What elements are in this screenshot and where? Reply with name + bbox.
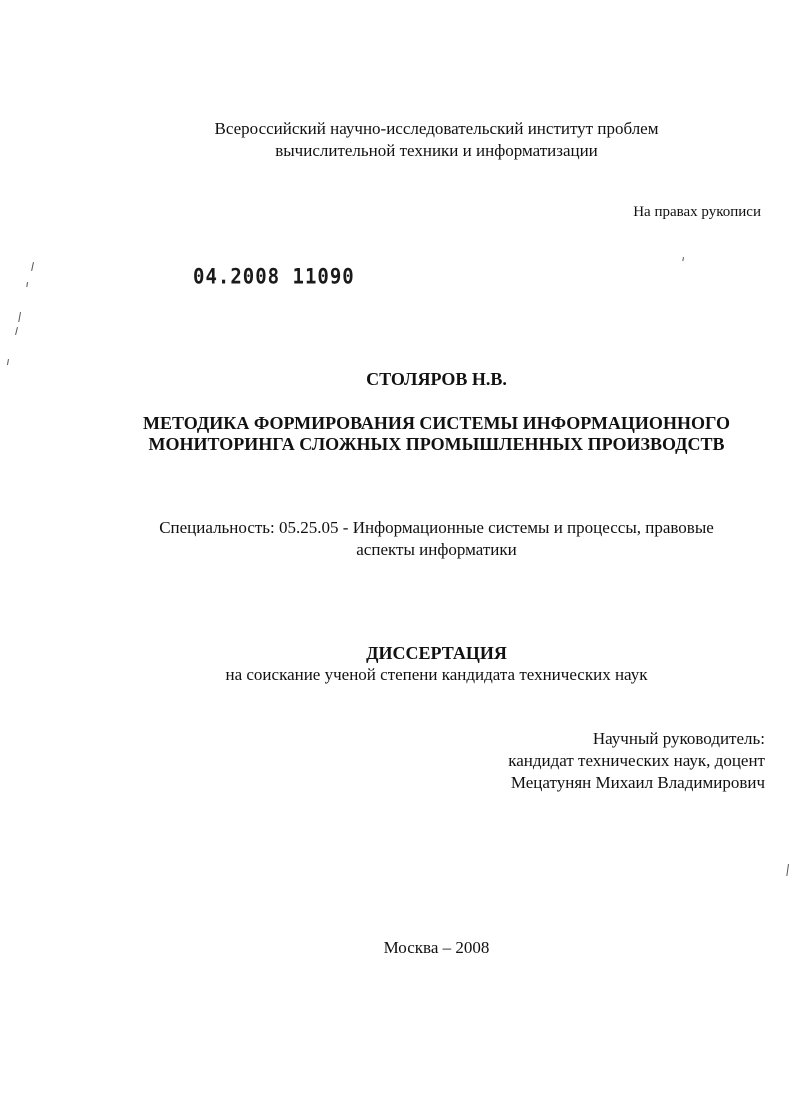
scan-artifact-mark [31, 262, 34, 271]
scan-artifact-mark [26, 282, 28, 287]
specialty-line1: Специальность: 05.25.05 - Информационные системы и процессы, правовые [159, 518, 714, 537]
scan-artifact-mark [7, 359, 9, 365]
scan-artifact-mark [682, 257, 684, 261]
institute-name-line2: вычислительной техники и информатизации [275, 141, 598, 160]
scan-artifact-mark [18, 312, 21, 322]
thesis-title-line1: МЕТОДИКА ФОРМИРОВАНИЯ СИСТЕМЫ ИНФОРМАЦИОННОГО [143, 413, 730, 433]
supervisor-degree: кандидат технических наук, доцент [508, 751, 765, 770]
dissertation-subtitle: на соискание ученой степени кандидата технических наук [225, 665, 648, 684]
city-year: Москва – 2008 [383, 938, 490, 957]
registration-stamp-number: 04.2008 11090 [193, 264, 355, 290]
institute-name-line1: Всероссийский научно-исследовательский институт проблем [214, 119, 659, 138]
scan-artifact-mark [15, 327, 18, 335]
author-name: СТОЛЯРОВ Н.В. [366, 369, 507, 389]
thesis-title-line2: МОНИТОРИНГА СЛОЖНЫХ ПРОМЫШЛЕННЫХ ПРОИЗВОДСТВ [148, 434, 725, 454]
dissertation-heading: ДИССЕРТАЦИЯ [366, 643, 507, 663]
supervisor-label: Научный руководитель: [592, 729, 765, 748]
manuscript-rights-note: На правах рукописи [633, 204, 761, 220]
scan-artifact-mark [786, 864, 789, 876]
specialty-line2: аспекты информатики [356, 540, 517, 559]
supervisor-name: Мецатунян Михаил Владимирович [510, 773, 765, 792]
